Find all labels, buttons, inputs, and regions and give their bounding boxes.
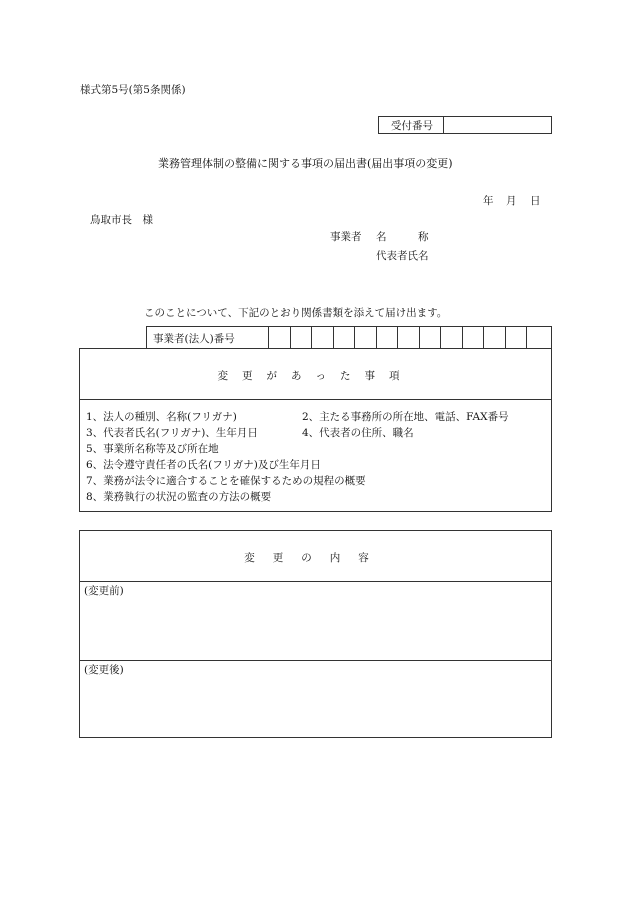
changed-item-4: 4、代表者の住所、職名	[302, 427, 414, 439]
digit-cell[interactable]	[397, 327, 398, 348]
content-heading-divider	[80, 581, 551, 582]
before-field[interactable]	[84, 599, 544, 655]
changed-item-8: 8、業務執行の状況の監査の方法の概要	[86, 491, 272, 503]
business-number-row	[146, 326, 552, 348]
date-month: 月	[506, 195, 517, 207]
changed-item-1: 1、法人の種別、名称(フリガナ)	[86, 411, 237, 423]
changed-item-2: 2、主たる事務所の所在地、電話、FAX番号	[302, 411, 509, 423]
digit-cell[interactable]	[311, 327, 312, 348]
change-content-section	[79, 530, 552, 738]
changed-items-heading: 変更があった事項	[217, 370, 414, 382]
digit-cell[interactable]	[483, 327, 484, 348]
representative-name-label: 代表者氏名	[376, 250, 429, 262]
heading-divider	[80, 399, 551, 400]
digit-cell[interactable]	[526, 327, 527, 348]
digit-cell[interactable]	[290, 327, 291, 348]
business-number-label: 事業者(法人)番号	[153, 333, 235, 345]
after-field[interactable]	[84, 678, 544, 734]
applicant-name-label: 名 称	[376, 231, 429, 243]
form-number: 様式第5号(第5条関係)	[80, 84, 186, 96]
changed-items-section	[79, 348, 552, 512]
receipt-number-label: 受付番号	[391, 120, 433, 132]
digit-cell[interactable]	[419, 327, 420, 348]
digit-cell[interactable]	[268, 327, 269, 348]
submission-statement: このことについて、下記のとおり関係書類を添えて届け出ます。	[144, 307, 448, 319]
change-content-heading: 変更の内容	[244, 552, 387, 564]
document-title: 業務管理体制の整備に関する事項の届出書(届出事項の変更)	[158, 157, 453, 170]
addressee: 鳥取市長 様	[90, 214, 153, 226]
applicant-label: 事業者	[330, 231, 362, 243]
digit-cell[interactable]	[376, 327, 377, 348]
before-label: (変更前)	[84, 585, 124, 597]
date-day: 日	[530, 195, 541, 207]
changed-item-5: 5、事業所名称等及び所在地	[86, 443, 219, 455]
digit-cell[interactable]	[505, 327, 506, 348]
digit-cell[interactable]	[440, 327, 441, 348]
receipt-number-box	[378, 116, 552, 134]
digit-cell[interactable]	[462, 327, 463, 348]
digit-cell[interactable]	[354, 327, 355, 348]
changed-item-7: 7、業務が法令に適合することを確保するための規程の概要	[86, 475, 366, 487]
changed-item-3: 3、代表者氏名(フリガナ)、生年月日	[86, 427, 258, 439]
digit-cell[interactable]	[333, 327, 334, 348]
date-year: 年	[483, 195, 494, 207]
receipt-divider	[443, 117, 444, 133]
changed-item-6: 6、法令遵守責任者の氏名(フリガナ)及び生年月日	[86, 459, 321, 471]
before-after-divider	[80, 660, 551, 661]
after-label: (変更後)	[84, 664, 124, 676]
